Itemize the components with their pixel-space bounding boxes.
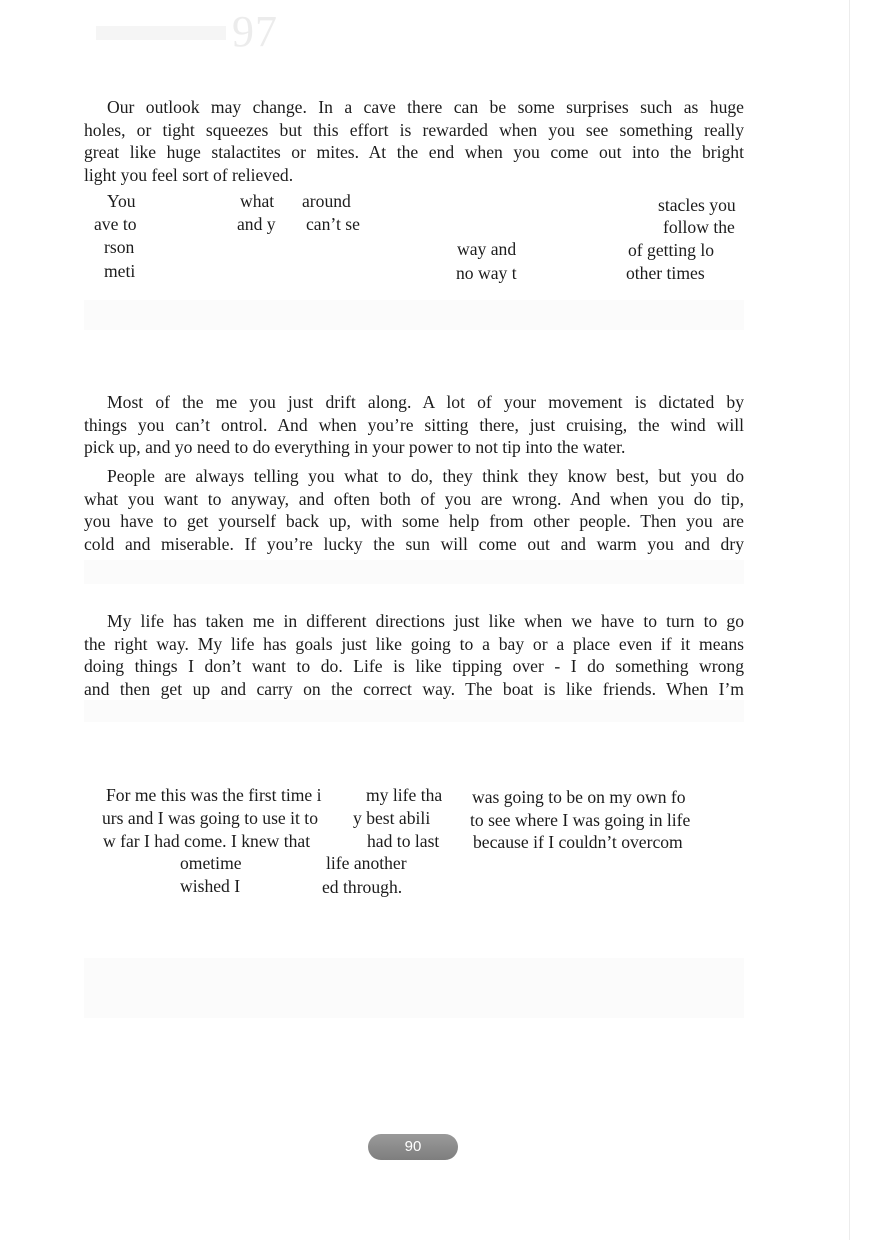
- text-line: things you can’t ontrol. And when you’re sitting there, just cruising, the wind will: [84, 414, 744, 435]
- text-line: light you feel sort of relieved.: [84, 164, 294, 185]
- text-fragment: can’t se: [306, 214, 360, 234]
- text-line: People are always telling you what to do, they think they know best, but you do: [107, 466, 744, 486]
- text-fragment: because if I couldn’t overcom: [473, 832, 683, 852]
- text-line: doing things I don’t want to do. Life is like tipping over - I do something wrong: [84, 656, 744, 677]
- text-fragment: my life tha: [366, 785, 443, 805]
- faded-band: [84, 958, 744, 1018]
- text-fragment: You: [107, 191, 136, 211]
- text-line: My life has taken me in different directions just like when we have to turn to go: [107, 611, 744, 631]
- text-fragment: rson: [104, 237, 135, 257]
- text-line: and then get up and carry on the correct way. The boat is like friends. When I’m: [84, 678, 744, 699]
- text-fragment: ed through.: [322, 877, 403, 897]
- text-fragment: w far I had come. I knew that: [103, 831, 311, 851]
- text-fragment: meti: [104, 261, 136, 281]
- paragraph-4: [84, 610, 744, 700]
- text-line: Most of the me you just drift along. A lot of your movement is dictated by: [107, 392, 744, 412]
- faded-band: [84, 560, 744, 584]
- text-fragment: of getting lo: [628, 240, 715, 260]
- text-fragment: what: [240, 191, 275, 211]
- text-fragment: wished I: [180, 876, 241, 896]
- text-line: you have to get yourself back up, with some help from other people. Then you are: [84, 511, 744, 532]
- text-fragment: life another: [326, 853, 407, 873]
- faded-band: [84, 300, 744, 330]
- text-fragment: other times: [626, 263, 705, 283]
- text-fragment: follow the: [663, 217, 735, 237]
- text-fragment: had to last: [367, 831, 440, 851]
- page-edge: [849, 0, 850, 1240]
- faded-header-mark: 97: [232, 7, 278, 56]
- text-fragment: ometime: [180, 853, 242, 873]
- text-fragment: y best abili: [353, 808, 431, 828]
- text-fragment: to see where I was going in life: [470, 810, 691, 830]
- text-fragment: ave to: [94, 214, 137, 234]
- paragraph-1: [84, 96, 744, 186]
- text-fragment: stacles you: [658, 195, 736, 215]
- paragraph-2: [84, 391, 744, 459]
- text-line: Our outlook may change. In a cave there can be some surprises such as huge: [107, 97, 744, 117]
- text-line: great like huge stalactites or mites. At the end when you come out into the bright: [84, 142, 744, 163]
- faded-band: [84, 700, 744, 722]
- text-fragment: around: [302, 191, 351, 211]
- text-line: the right way. My life has goals just like going to a bay or a place even if it means: [84, 633, 744, 654]
- text-fragment: no way t: [456, 263, 517, 283]
- text-line: cold and miserable. If you’re lucky the sun will come out and warm you and dry: [84, 533, 744, 554]
- text-fragment: was going to be on my own fo: [472, 787, 686, 807]
- text-line: pick up, and yo need to do everything in your power to not tip into the water.: [84, 437, 626, 458]
- text-line: holes, or tight squeezes but this effort is rewarded when you see something really: [84, 119, 744, 140]
- text-fragment: urs and I was going to use it to: [102, 808, 318, 828]
- text-fragment: and y: [237, 214, 276, 234]
- text-fragment: For me this was the first time i: [106, 785, 322, 805]
- text-line: what you want to anyway, and often both of you are wrong. And when you do tip,: [84, 488, 744, 509]
- faded-header-line: [96, 26, 226, 40]
- page-number: 90: [404, 1138, 422, 1155]
- text-fragment: way and: [457, 239, 517, 259]
- paragraph-3: [84, 465, 744, 555]
